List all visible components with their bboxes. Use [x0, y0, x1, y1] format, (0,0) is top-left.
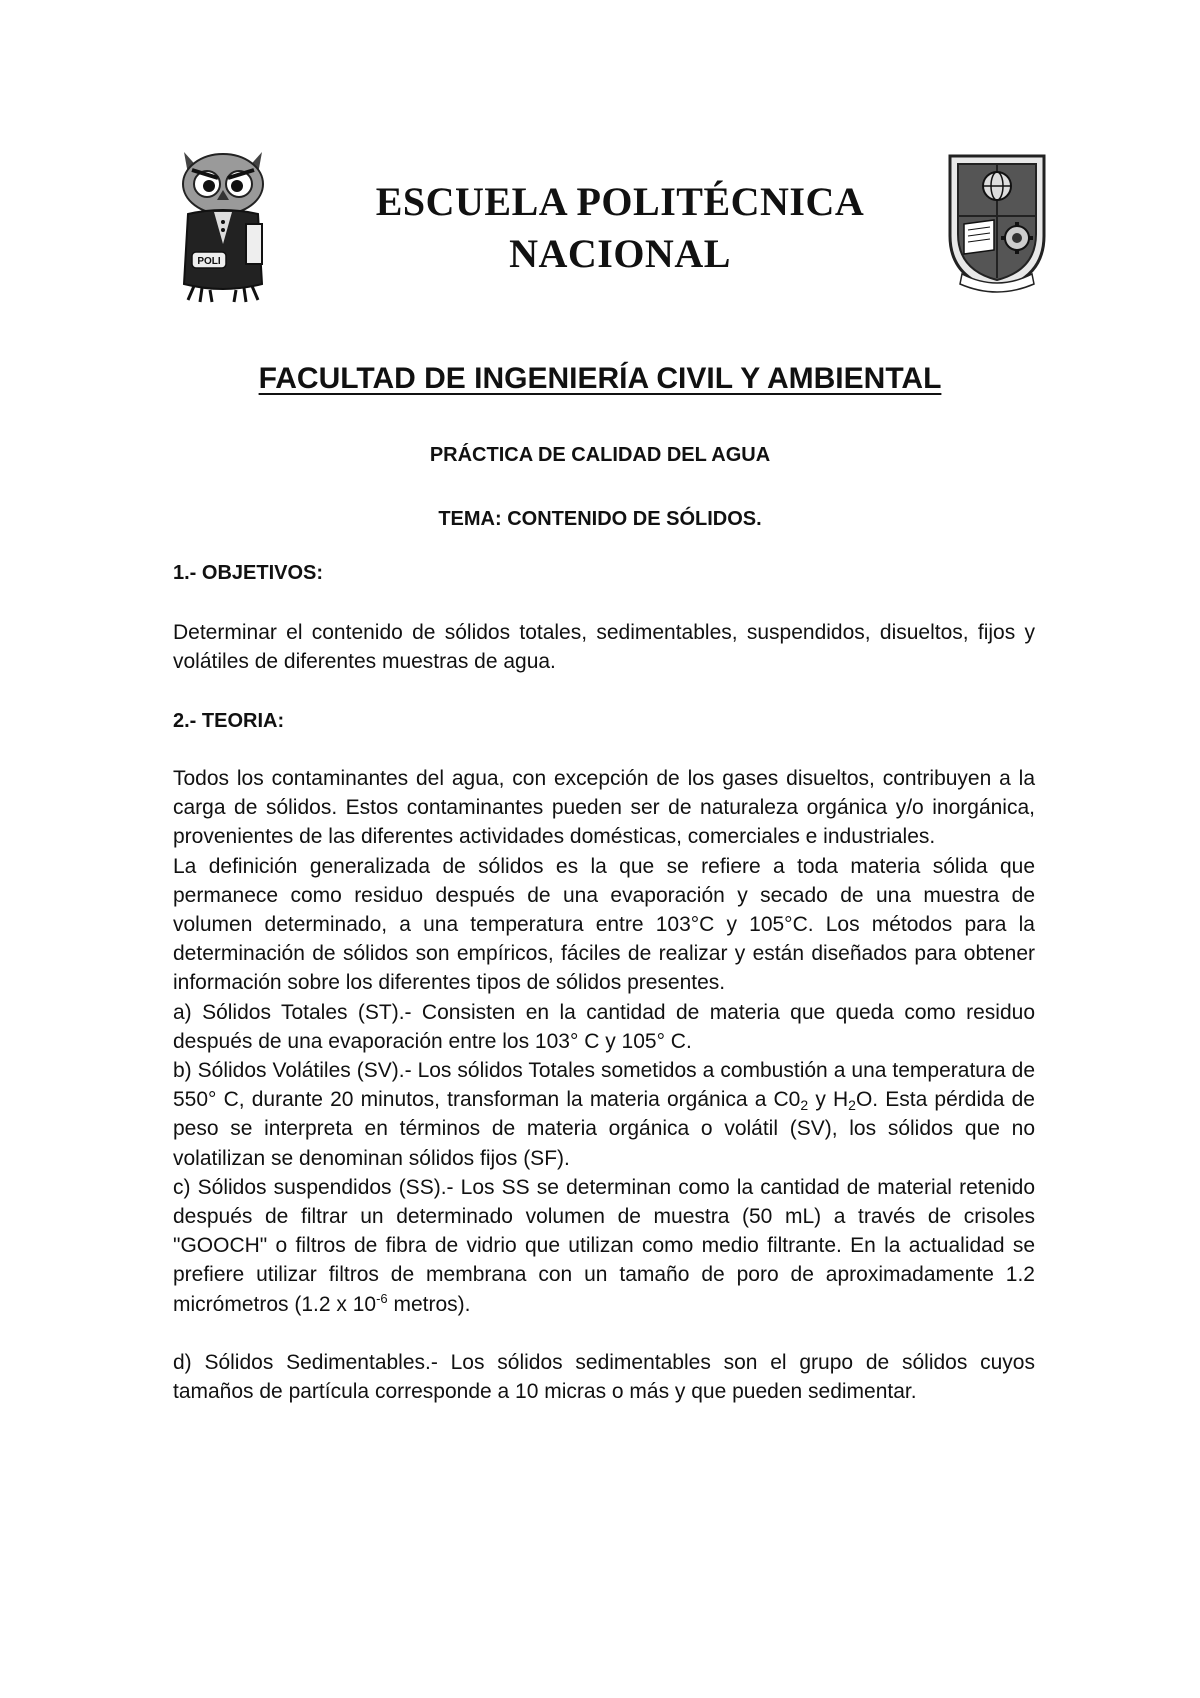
- item-b-subscript-2: 2: [848, 1097, 856, 1114]
- institution-line-1: ESCUELA POLITÉCNICA: [375, 179, 865, 224]
- theory-body: [173, 764, 1035, 1406]
- theory-item-c: [173, 1173, 1035, 1319]
- section-heading-theory: 2.- TEORIA:: [173, 710, 285, 732]
- theory-paragraph-2: La definición generalizada de sólidos es la que se refiere a toda materia sólida que permanece como residuo después de una evaporación y secado de una muestra de volumen determinado, a una temperatura entre 103°C y 105°C. Los métodos para la determinación de sólidos son empíricos, fáciles de realizar y están diseñados para obtener información sobre los diferentes tipos de sólidos presentes.: [173, 854, 1035, 995]
- document-header: [170, 140, 1050, 310]
- svg-text:POLI: POLI: [197, 256, 221, 267]
- theory-item-a: a) Sólidos Totales (ST).- Consisten en la cantidad de materia que queda como residuo después de una evaporación entre los 103° C y 105° C.: [173, 1000, 1035, 1053]
- institution-name: [290, 176, 950, 280]
- practice-title: PRÁCTICA DE CALIDAD DEL AGUA: [429, 444, 771, 466]
- owl-mascot-logo: [174, 144, 272, 304]
- objectives-paragraph: Determinar el contenido de sólidos totales, sedimentables, suspendidos, disueltos, fijos y volátiles de diferentes muestras de agua.: [173, 621, 1035, 674]
- item-b-subscript-1: 2: [800, 1097, 809, 1114]
- topic-title: TEMA: CONTENIDO DE SÓLIDOS.: [438, 508, 762, 530]
- theory-item-b: [173, 1056, 1035, 1173]
- item-c-superscript: -6: [376, 1290, 388, 1306]
- item-b-text-2: y H: [808, 1088, 849, 1112]
- university-crest-logo: [944, 150, 1050, 296]
- faculty-title: FACULTAD DE INGENIERÍA CIVIL Y AMBIENTAL: [258, 362, 942, 395]
- theory-paragraph-1: Todos los contaminantes del agua, con excepción de los gases disueltos, contribuyen a la carga de sólidos. Estos contaminantes pueden ser de naturaleza orgánica y/o inorgánica, provenientes de las diferentes actividades domésticas, comerciales e industriales.: [173, 767, 1035, 849]
- institution-line-2: NACIONAL: [509, 231, 731, 276]
- item-c-text-1: c) Sólidos suspendidos (SS).- Los SS se determinan como la cantidad de material retenido después de filtrar un determinado volumen de muestra (50 mL) a través de crisoles "GOOCH" o filtros de fibra de vidrio que utilizan como medio filtrante. En la actualidad se prefiere utilizar filtros de membrana con un tamaño de poro de aproximadamente 1.2 micrómetros (1.2 x 10: [173, 1175, 1035, 1316]
- item-b-text-3: O. Esta pérdida de peso se interpreta en términos de materia orgánica o volátil (SV), los sólidos que no volatilizan se denominan sólidos fijos (SF).: [173, 1088, 1035, 1170]
- item-b-text-1: b) Sólidos Volátiles (SV).- Los sólidos Totales sometidos a combustión a una temperatura de 550° C, durante 20 minutos, transforman la materia orgánica a C0: [173, 1059, 1035, 1112]
- theory-item-d: d) Sólidos Sedimentables.- Los sólidos sedimentables son el grupo de sólidos cuyos tamaños de partícula corresponde a 10 micras o más y que pueden sedimentar.: [173, 1350, 1035, 1404]
- item-c-text-2: metros).: [387, 1292, 471, 1316]
- section-heading-objectives: 1.- OBJETIVOS:: [173, 562, 324, 584]
